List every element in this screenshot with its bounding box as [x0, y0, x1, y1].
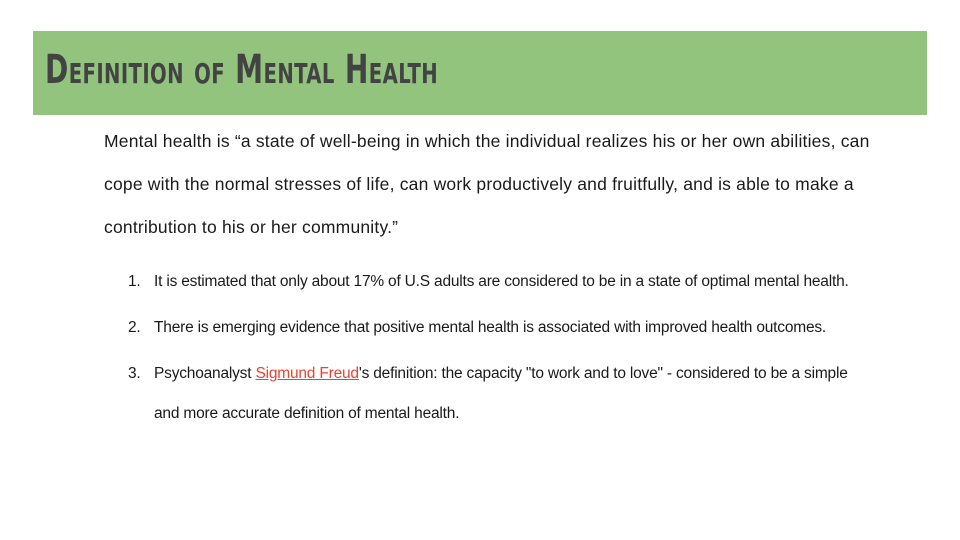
definition-paragraph: Mental health is “a state of well-being in which the individual realizes his or her own abilities, can cope with the normal stresses of life, can work productively and fruitfully, and is able to make a contribution to his or her community.”: [104, 131, 870, 237]
title-band: [33, 31, 927, 115]
list-item-text: There is emerging evidence that positive mental health is associated with improved health outcomes.: [154, 319, 827, 336]
list-item: [128, 354, 868, 434]
points-list: [128, 262, 868, 440]
slide-title: Definition of Mental Health: [45, 47, 439, 93]
list-item-number: 2.: [128, 319, 141, 336]
list-item-text: It is estimated that only about 17% of U.S adults are considered to be in a state of optimal mental health.: [154, 273, 849, 290]
list-item-number: 3.: [128, 365, 141, 382]
list-item-text-after: 's definition: the capacity "to work and to love" - considered to be a simple and more accurate definition of mental health.: [154, 365, 848, 422]
list-item-number: 1.: [128, 273, 141, 290]
sigmund-freud-link[interactable]: Sigmund Freud: [255, 365, 359, 382]
list-item: [128, 308, 868, 348]
list-item-text-before: Psychoanalyst: [154, 365, 256, 382]
list-item: [128, 262, 868, 302]
